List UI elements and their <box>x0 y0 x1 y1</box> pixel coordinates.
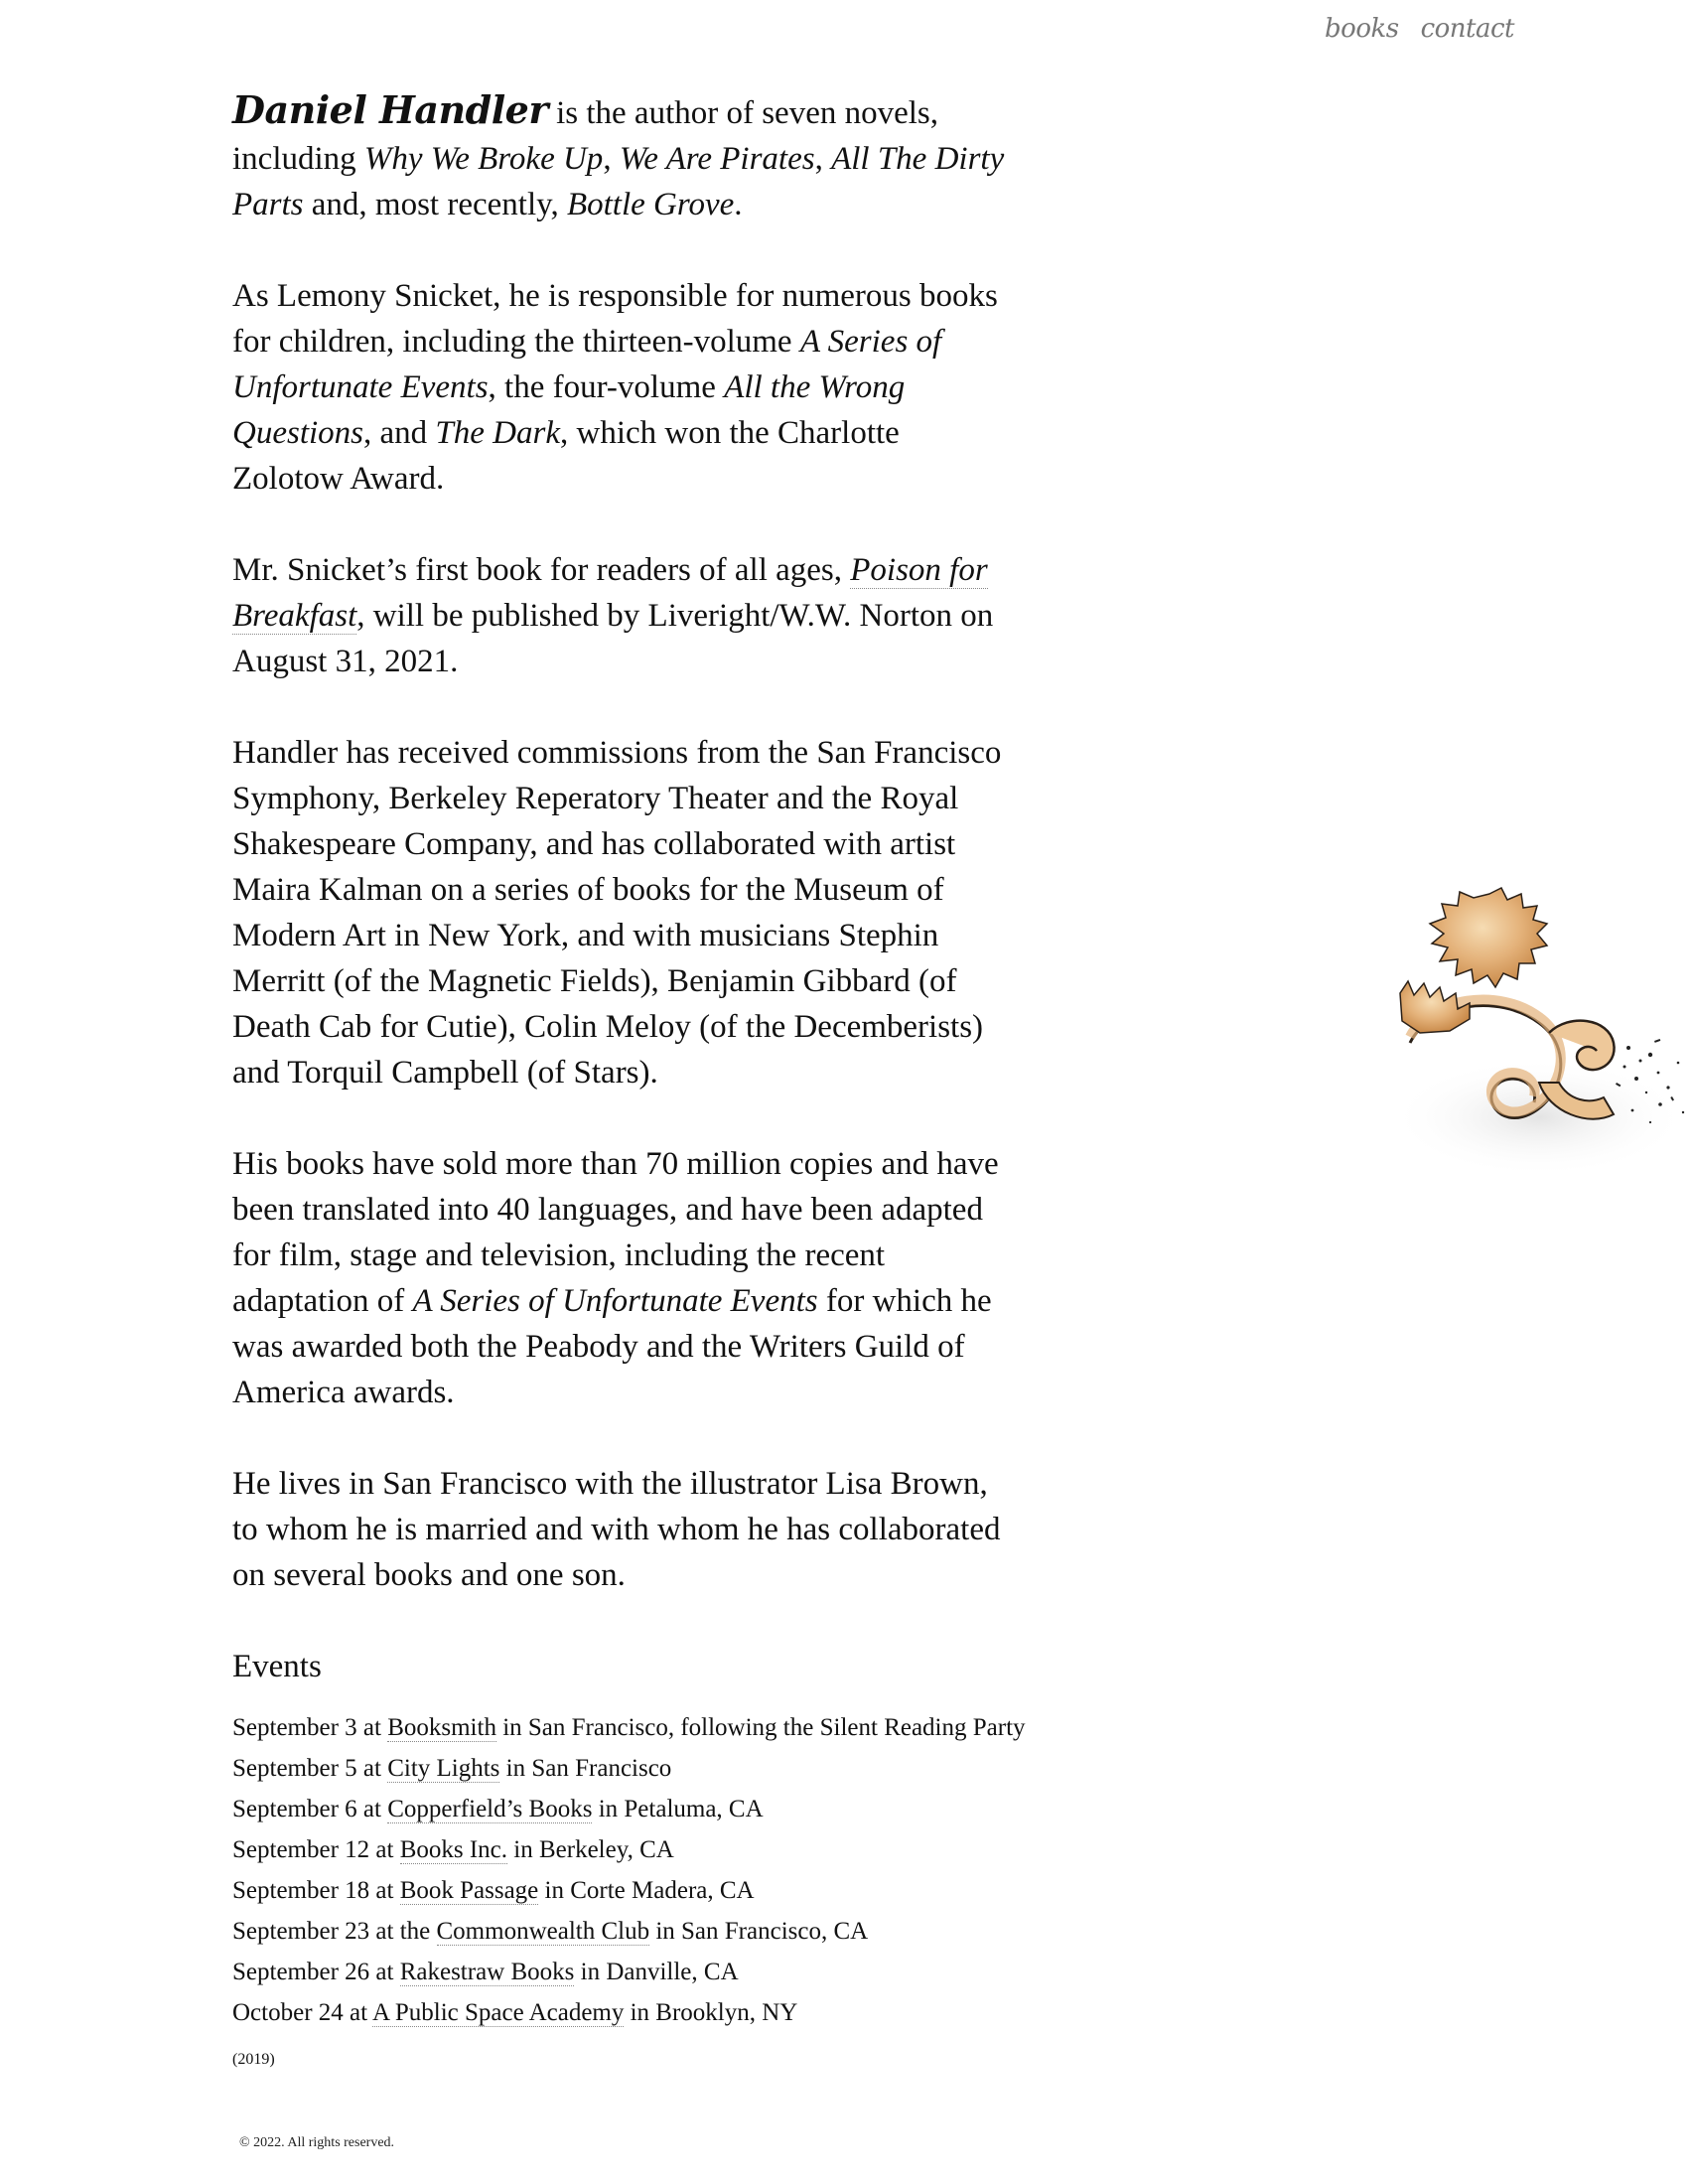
bio-paragraph-poison: Mr. Snicket’s first book for readers of all ages, Poison for Breakfast, will be published by Liveright/W.W. Norton on August 31, 2021. <box>232 552 994 679</box>
event-venue-link[interactable]: Books Inc. <box>399 1836 508 1863</box>
event-item: September 23 at the Commonwealth Club in San Francisco, CA <box>232 1918 869 1945</box>
events-year-note: (2019) <box>232 2051 275 2068</box>
event-venue-link[interactable]: Book Passage <box>399 1877 539 1904</box>
book-title: A Series of Unfortunate Events <box>232 324 942 405</box>
book-title: All The Dirty Parts <box>232 141 1005 222</box>
nav-contact-link[interactable]: contact <box>1420 14 1514 44</box>
event-venue-link[interactable]: Copperfield’s Books <box>387 1796 593 1822</box>
book-title: Bottle Grove <box>566 187 735 222</box>
event-venue-link[interactable]: A Public Space Academy <box>371 1999 625 2026</box>
event-venue-link[interactable]: Commonwealth Club <box>436 1918 650 1945</box>
bio-paragraph-snicket: As Lemony Snicket, he is responsible for numerous books for children, including the thirteen-volume A Series of Unfortunate Events, the four-volume All the Wrong Questions, and The Dark, which won the Charlotte Zolotow Award. <box>232 278 998 497</box>
event-venue-link[interactable]: Booksmith <box>387 1714 496 1741</box>
footer-copyright: © 2022. All rights reserved. <box>239 2135 395 2150</box>
bio-content <box>232 87 1026 2069</box>
event-item: September 6 at Copperfield’s Books in Petaluma, CA <box>232 1796 764 1822</box>
bio-paragraph-commissions: Handler has received commissions from the San Francisco Symphony, Berkeley Reperatory Theater and the Royal Shakespeare Company, and has collaborated with artist Maira Kalman on a series of books for the Museum of Modern Art in New York, and with musicians Stephin Merritt (of the Magnetic Fields), Benjamin Gibbard (of Death Cab for Cutie), Colin Meloy (of the Decemberists) and Torquil Campbell (of Stars). <box>232 735 1002 1091</box>
poison-for-breakfast-link[interactable]: Poison for Breakfast <box>232 552 988 634</box>
nav-books-link[interactable]: books <box>1325 14 1399 44</box>
event-item: September 12 at Books Inc. in Berkeley, CA <box>232 1836 674 1863</box>
pencil-shavings-image <box>1390 884 1693 1212</box>
bio-paragraph-home: He lives in San Francisco with the illustrator Lisa Brown, to whom he is married and with whom he has collaborated on several books and one son. <box>232 1466 1001 1593</box>
book-title: Why We Broke Up <box>363 141 604 177</box>
event-item: September 3 at Booksmith in San Francisco, following the Silent Reading Party <box>232 1714 1026 1741</box>
event-venue-link[interactable]: City Lights <box>387 1755 500 1782</box>
event-item: September 18 at Book Passage in Corte Madera, CA <box>232 1877 755 1904</box>
author-signature: Daniel Handler <box>232 87 548 132</box>
events-heading: Events <box>232 1649 322 1684</box>
bio-paragraph-novels: Daniel Handler is the author of seven novels, including Why We Broke Up, We Are Pirates, All The Dirty Parts and, most recently, Bottle Grove. <box>232 87 1005 222</box>
book-title: A Series of Unfortunate Events <box>412 1283 818 1319</box>
pencil-shavings-icon <box>1390 884 1693 1212</box>
book-title: We Are Pirates <box>619 141 815 177</box>
event-item: September 5 at City Lights in San Francisco <box>232 1755 672 1782</box>
book-title: All the Wrong Questions <box>232 369 906 451</box>
book-title: The Dark <box>435 415 560 451</box>
bio-paragraph-sales: His books have sold more than 70 million copies and have been translated into 40 languages, and have been adapted for film, stage and television, including the recent adaptation of A Series of Unfortunate Events for which he was awarded both the Peabody and the Writers Guild of America awards. <box>232 1146 999 1410</box>
event-venue-link[interactable]: Rakestraw Books <box>399 1959 575 1985</box>
event-item: September 26 at Rakestraw Books in Danville, CA <box>232 1959 739 1985</box>
events-list <box>232 1707 1026 2033</box>
top-nav <box>1325 14 1514 44</box>
event-item: October 24 at A Public Space Academy in Brooklyn, NY <box>232 1999 798 2026</box>
